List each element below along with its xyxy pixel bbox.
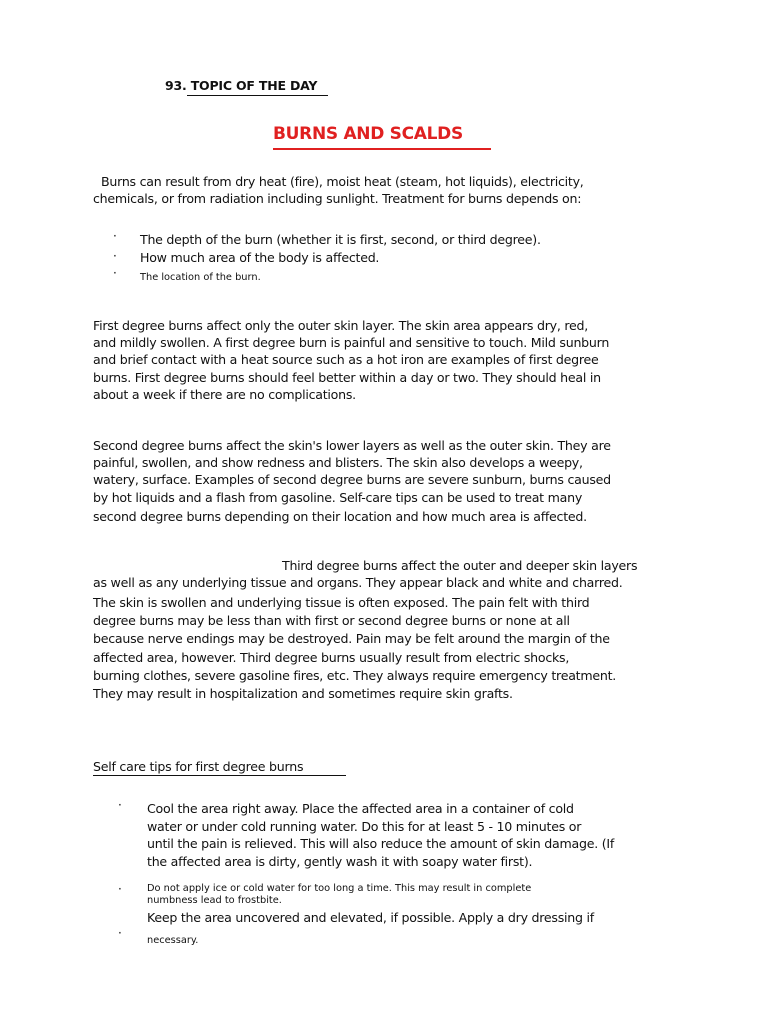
bullet-item: How much area of the body is affected. [140,250,380,265]
para3-line: The skin is swollen and underlying tissue is often exposed. The pain felt with third [93,595,590,610]
para2-line: painful, swollen, and show redness and blisters. The skin also develops a weepy, [93,455,583,470]
para1-line: and mildly swollen. A first degree burn is painful and sensitive to touch. Mild sunburn [93,335,610,350]
bullet-dot: · [113,266,117,280]
bullet-dot: · [113,229,117,243]
title-underline [273,148,491,150]
bullet-item: The depth of the burn (whether it is first, second, or third degree). [140,232,541,247]
para2-line: watery, surface. Examples of second degree burns are severe sunburn, burns caused [93,472,611,487]
tip2-line: Do not apply ice or cold water for too long a time. This may result in complete [147,883,532,894]
tip1-line: water or under cold running water. Do this for at least 5 - 10 minutes or [147,819,582,834]
para2-line: second degree burns depending on their location and how much area is affected. [93,509,587,524]
tip1-line: until the pain is relieved. This will also reduce the amount of skin damage. (If [147,836,615,851]
bullet-dot: · [118,926,122,940]
para3-line: because nerve endings may be destroyed. Pain may be felt around the margin of the [93,631,610,646]
para2-line: Second degree burns affect the skin's lower layers as well as the outer skin. They are [93,438,611,453]
para1-line: about a week if there are no complications. [93,387,356,402]
intro-line-1: Burns can result from dry heat (fire), moist heat (steam, hot liquids), electricity, [101,174,584,189]
para1-line: and brief contact with a heat source such as a hot iron are examples of first degree [93,352,599,367]
section-heading: Self care tips for first degree burns [93,759,304,774]
tip1-line: the affected area is dirty, gently wash it with soapy water first). [147,854,533,869]
para1-line: First degree burns affect only the outer skin layer. The skin area appears dry, red, [93,318,589,333]
tip2-line: numbness lead to frostbite. [147,895,282,906]
topic-heading: 93. TOPIC OF THE DAY [165,78,318,93]
para3-line: They may result in hospitalization and sometimes require skin grafts. [93,686,513,701]
bullet-dot: · [118,882,122,896]
para3-line: as well as any underlying tissue and organs. They appear black and white and charred. [93,575,623,590]
para2-line: by hot liquids and a flash from gasoline. Self-care tips can be used to treat many [93,490,583,505]
tip1-line: Cool the area right away. Place the affected area in a container of cold [147,801,574,816]
para3-line: degree burns may be less than with first or second degree burns or none at all [93,613,570,628]
intro-line-2: chemicals, or from radiation including sunlight. Treatment for burns depends on: [93,191,582,206]
bullet-item: The location of the burn. [140,272,261,283]
section-underline [93,775,346,776]
bullet-dot: · [113,249,117,263]
page-title: BURNS AND SCALDS [273,124,463,144]
bullet-dot: · [118,798,122,812]
para3-line: Third degree burns affect the outer and deeper skin layers [282,558,638,573]
topic-underline [187,95,328,96]
para1-line: burns. First degree burns should feel better within a day or two. They should heal in [93,370,601,385]
para3-line: affected area, however. Third degree burns usually result from electric shocks, [93,650,570,665]
para3-line: burning clothes, severe gasoline fires, etc. They always require emergency treatment. [93,668,617,683]
tip3-line: Keep the area uncovered and elevated, if possible. Apply a dry dressing if [147,910,594,925]
tip3-line: necessary. [147,935,199,946]
